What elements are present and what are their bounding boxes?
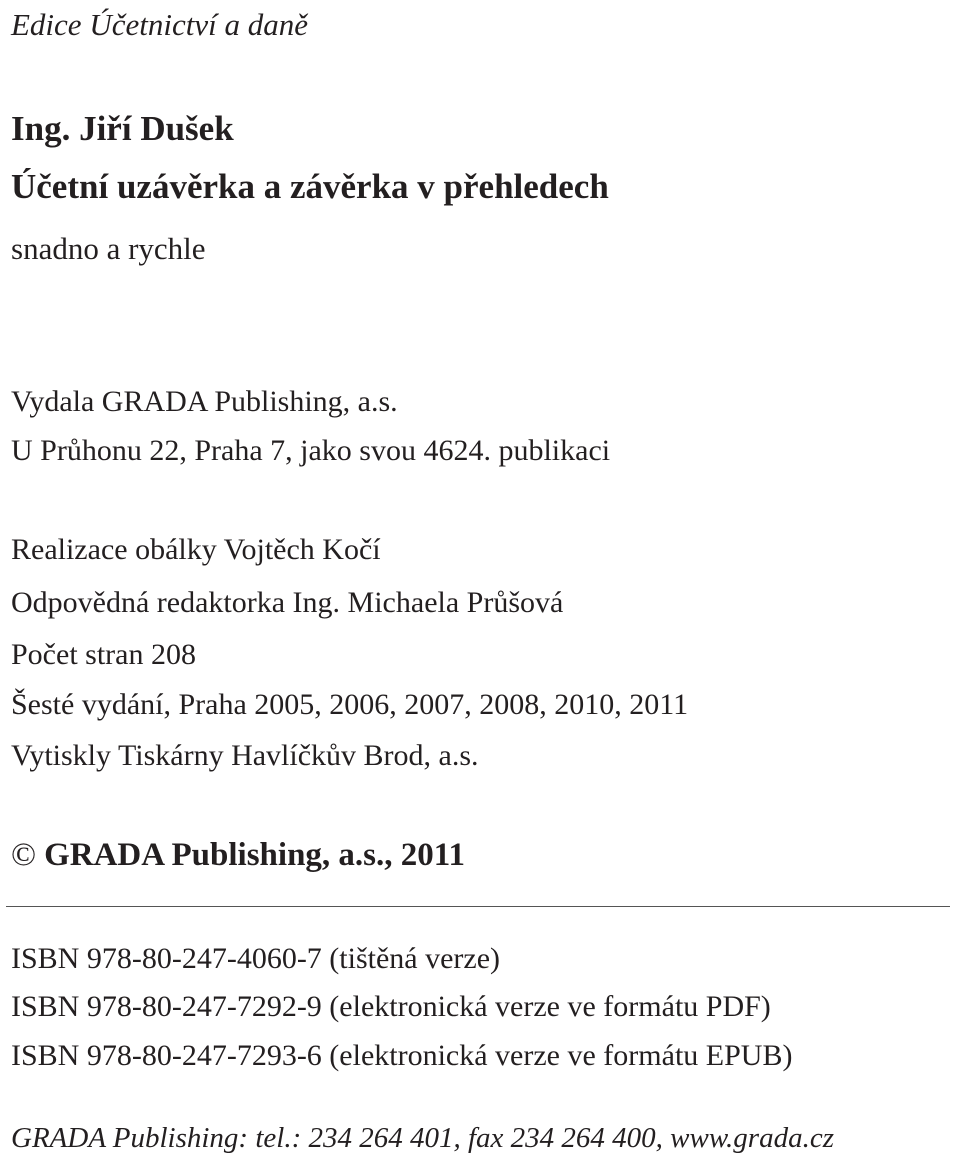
book-subtitle: snadno a rychle (11, 231, 206, 266)
credit-page-count: Počet stran 208 (11, 638, 196, 671)
credit-editor: Odpovědná redaktorka Ing. Michaela Průšová (11, 586, 564, 619)
author-name: Ing. Jiří Dušek (11, 109, 234, 148)
credit-edition: Šesté vydání, Praha 2005, 2006, 2007, 2008, 2010, 2011 (11, 688, 689, 721)
copyright-notice (11, 839, 465, 872)
isbn-pdf: ISBN 978-80-247-7292-9 (elektronická verze ve formátu PDF) (11, 990, 771, 1023)
copyright-text: GRADA Publishing, a.s., 2011 (44, 837, 465, 873)
credit-cover-design: Realizace obálky Vojtěch Kočí (11, 533, 381, 566)
publisher-address: U Průhonu 22, Praha 7, jako svou 4624. publikaci (11, 434, 611, 467)
credit-printer: Vytiskly Tiskárny Havlíčkův Brod, a.s. (11, 739, 479, 772)
series-name: Edice Účetnictví a daně (11, 7, 308, 42)
divider (6, 906, 950, 907)
publisher-contact: GRADA Publishing: tel.: 234 264 401, fax 234 264 400, www.grada.cz (11, 1122, 834, 1154)
isbn-epub: ISBN 978-80-247-7293-6 (elektronická verze ve formátu EPUB) (11, 1039, 793, 1072)
isbn-print: ISBN 978-80-247-4060-7 (tištěná verze) (11, 942, 501, 975)
book-title: Účetní uzávěrka a závěrka v přehledech (11, 167, 609, 206)
copyright-icon: © (11, 837, 37, 873)
publisher-line: Vydala GRADA Publishing, a.s. (11, 385, 398, 418)
